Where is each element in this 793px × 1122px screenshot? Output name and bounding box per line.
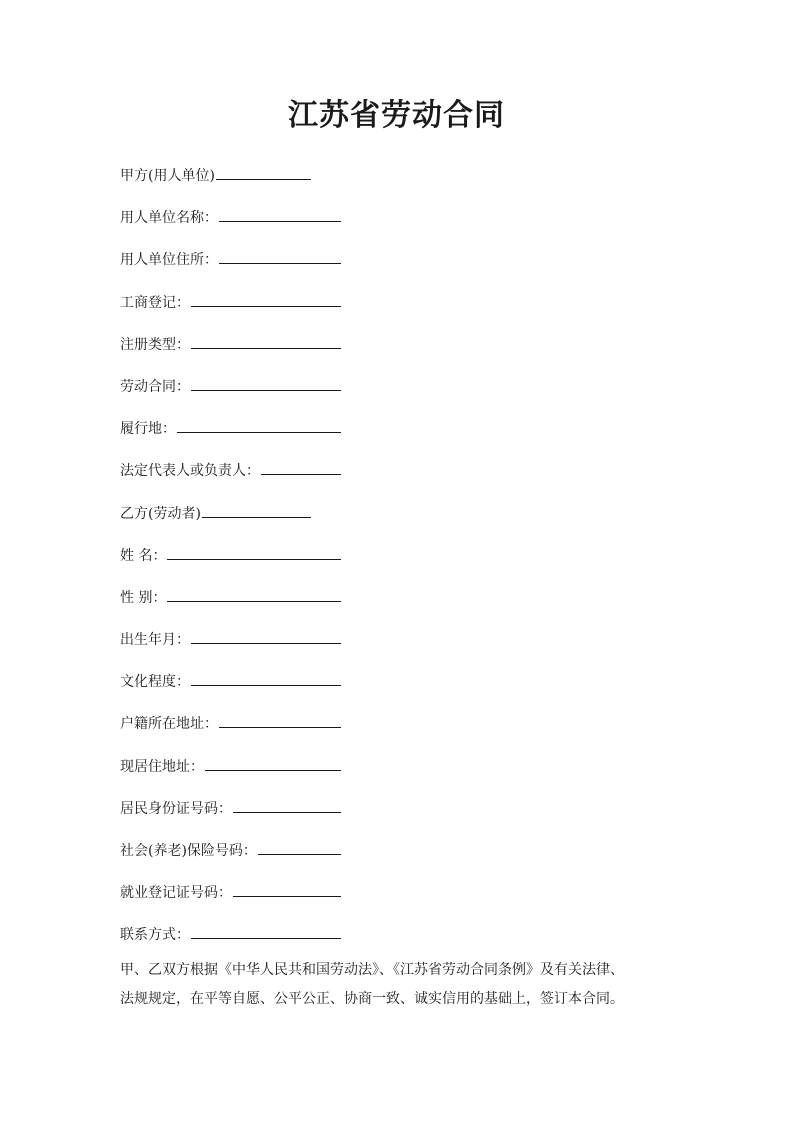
field-row (120, 712, 680, 754)
field-label: 甲方(用人单位) (120, 168, 215, 184)
field-blank-line (191, 376, 341, 391)
field-blank-line (191, 671, 341, 686)
field-row (120, 459, 680, 501)
field-label: 社会(养老)保险号码： (120, 843, 257, 859)
field-blank-line (167, 545, 341, 560)
preamble-line-1: 甲、乙双方根据《中华人民共和国劳动法》、《江苏省劳动合同条例》及有关法律、 (120, 962, 624, 978)
field-label: 乙方(劳动者) (120, 505, 201, 522)
field-blank-line (191, 334, 341, 349)
field-blank-line (219, 249, 341, 264)
field-label: 姓 名： (120, 547, 167, 564)
field-blank-line (191, 629, 341, 644)
field-blank-line (258, 840, 341, 855)
field-row (120, 881, 680, 923)
field-row (120, 755, 680, 797)
field-label: 就业登记证号码： (120, 885, 232, 902)
field-row (120, 417, 680, 459)
field-label: 工商登记： (120, 294, 190, 311)
field-label: 履行地： (120, 421, 176, 438)
field-blank-line (205, 756, 341, 771)
field-row (120, 544, 680, 586)
preamble-line-2: 法规规定，在平等自愿、公平公正、协商一致、诚实信用的基础上，签订本合同。 (120, 991, 624, 1007)
field-blank-line (219, 713, 341, 728)
field-row (120, 502, 680, 544)
field-label: 法定代表人或负责人： (120, 463, 260, 480)
party-fields-list (120, 164, 680, 966)
field-blank-line (177, 418, 341, 433)
field-label: 联系方式： (120, 927, 190, 944)
field-row (120, 164, 680, 206)
field-label: 用人单位住所： (120, 252, 218, 269)
field-row (120, 628, 680, 670)
field-blank-line (191, 292, 341, 307)
field-row (120, 291, 680, 333)
field-blank-line (191, 924, 341, 939)
field-label: 性 别： (120, 589, 167, 606)
field-row (120, 248, 680, 290)
field-blank-line (233, 798, 341, 813)
field-label: 用人单位名称： (120, 210, 218, 227)
field-label: 居民身份证号码： (120, 800, 232, 817)
field-row (120, 333, 680, 375)
field-blank-line (233, 882, 341, 897)
field-label: 劳动合同： (120, 378, 190, 395)
field-blank-line (167, 587, 341, 602)
field-row (120, 206, 680, 248)
field-blank-line (202, 503, 311, 518)
field-label: 注册类型： (120, 336, 190, 353)
field-row (120, 670, 680, 712)
field-row (120, 797, 680, 839)
field-blank-line (261, 460, 341, 475)
document-title: 江苏省劳动合同 (288, 98, 505, 133)
field-label: 现居住地址： (120, 758, 204, 775)
field-blank-line (216, 165, 311, 180)
field-label: 文化程度： (120, 674, 190, 691)
field-label: 户籍所在地址： (120, 716, 218, 733)
field-label: 出生年月： (120, 632, 190, 649)
field-blank-line (219, 207, 341, 222)
contract-preamble (120, 956, 680, 1014)
field-row (120, 375, 680, 417)
field-row (120, 586, 680, 628)
field-row (120, 839, 680, 881)
